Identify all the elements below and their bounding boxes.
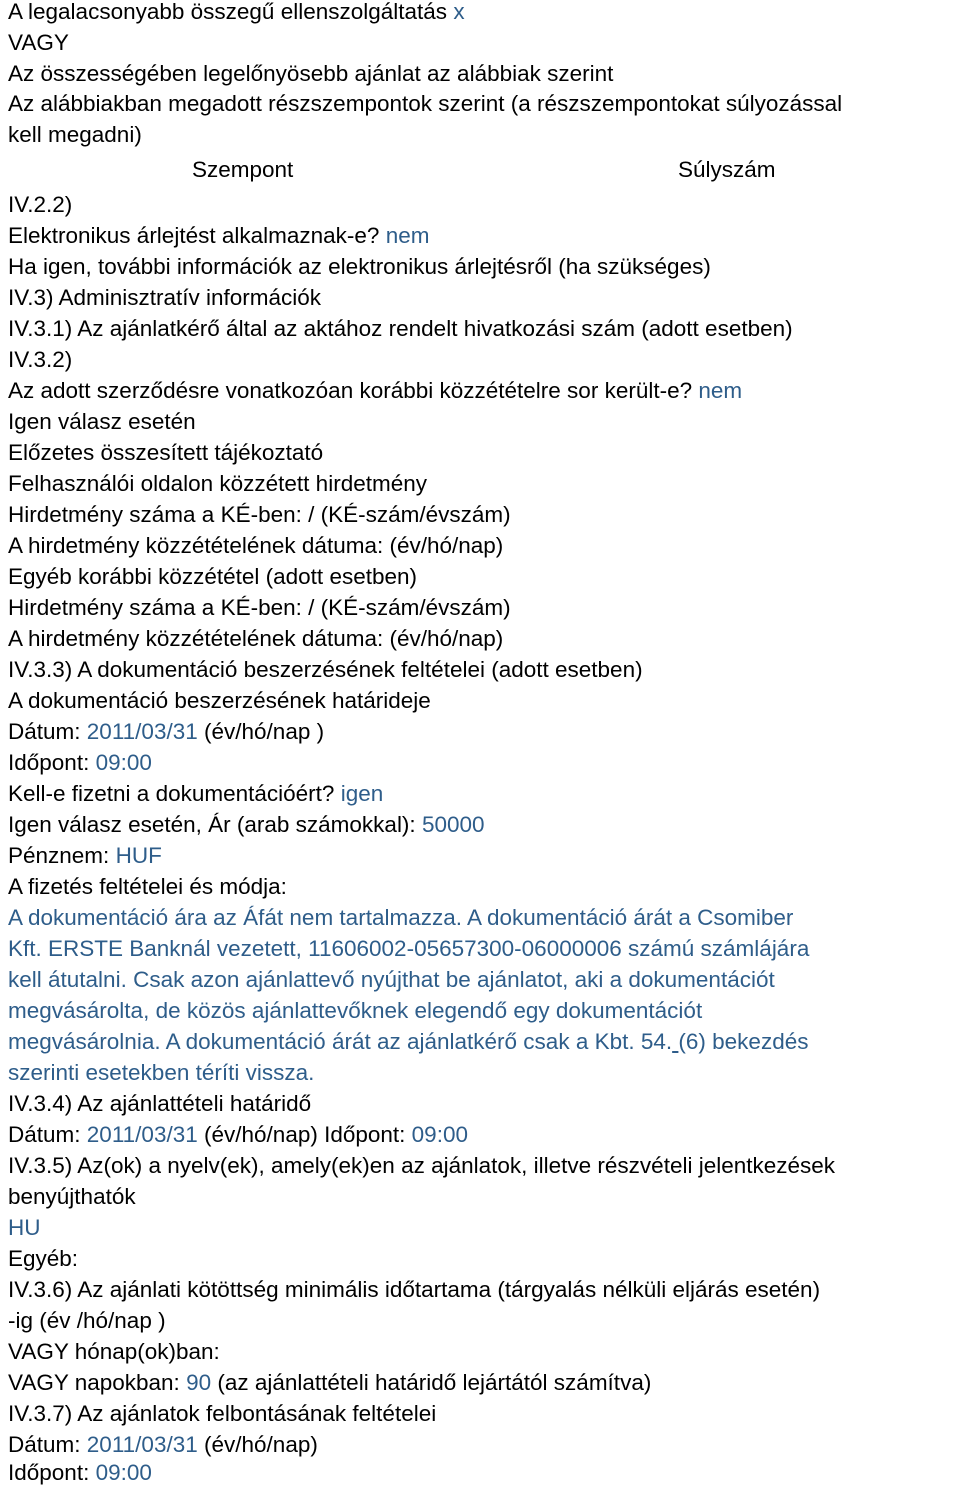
payment-terms-text-3: kell átutalni. Csak azon ajánlattevő nyújthat be ajánlatot, aki a dokumentációt <box>8 967 775 992</box>
line-days <box>8 1369 651 1397</box>
line-doc-date <box>8 718 324 746</box>
line-subcriteria: Az alábbiakban megadott részszempontok szerint (a részszempontokat súlyozással <box>8 91 843 116</box>
payment-terms-text-5b: (6) bekezdés <box>678 1029 809 1054</box>
section-iv31: IV.3.1) Az ajánlatkérő által az aktához rendelt hivatkozási szám (adott esetben) <box>8 316 793 341</box>
line-buyer-profile-notice: Felhasználói oldalon közzétett hirdetmény <box>8 471 427 496</box>
lowest-price-label: A legalacsonyabb összegű ellenszolgáltatás <box>8 0 448 24</box>
payment-terms-text-5a: megvásárolnia. A dokumentáció árát az ajánlatkérő csak a Kbt. 54. <box>8 1029 673 1054</box>
currency-label: Pénznem: <box>8 843 110 868</box>
doc-fee-label: Kell-e fizetni a dokumentációért? <box>8 781 335 806</box>
payment-terms-text-4: megvásárolta, de közös ajánlattevőknek elegendő egy dokumentációt <box>8 998 703 1023</box>
doc-fee-value: igen <box>340 781 384 806</box>
section-iv33: IV.3.3) A dokumentáció beszerzésének feltételei (adott esetben) <box>8 657 643 682</box>
time-label: Időpont: <box>8 1460 90 1485</box>
payment-terms-text-5 <box>8 1028 808 1056</box>
date-label: Dátum: <box>8 1432 81 1457</box>
line-e-auction-info: Ha igen, további információk az elektronikus árlejtésről (ha szükséges) <box>8 254 711 279</box>
line-prior-publication <box>8 377 742 405</box>
line-other-publication: Egyéb korábbi közzététel (adott esetben) <box>8 564 417 589</box>
line-notice-date-2: A hirdetmény közzétételének dátuma: (év/hó/nap) <box>8 626 504 651</box>
weight-column-header: Súlyszám <box>678 157 776 182</box>
line-notice-number-2: Hirdetmény száma a KÉ-ben: / (KÉ-szám/évszám) <box>8 595 511 620</box>
criteria-column-header: Szempont <box>192 157 294 182</box>
date-format: (év/hó/nap ) <box>204 719 325 744</box>
prior-publication-value: nem <box>698 378 743 403</box>
section-iv32: IV.3.2) <box>8 347 73 372</box>
currency-value: HUF <box>115 843 162 868</box>
line-lowest-price <box>8 0 465 26</box>
line-doc-fee <box>8 780 383 808</box>
line-best-offer: Az összességében legelőnyösebb ajánlat az alábbiak szerint <box>8 61 614 86</box>
date-label: Dátum: <box>8 719 81 744</box>
line-prior-info-notice: Előzetes összesített tájékoztató <box>8 440 324 465</box>
line-months: VAGY hónap(ok)ban: <box>8 1339 220 1364</box>
line-subcriteria-cont: kell megadni) <box>8 122 142 147</box>
section-iv35: IV.3.5) Az(ok) a nyelv(ek), amely(ek)en az ajánlatok, illetve részvételi jelentkezések <box>8 1153 836 1178</box>
line-doc-time <box>8 749 152 777</box>
line-e-auction <box>8 222 429 250</box>
payment-terms-text-6: szerinti esetekben téríti vissza. <box>8 1060 315 1085</box>
e-auction-label: Elektronikus árlejtést alkalmaznak-e? <box>8 223 380 248</box>
line-notice-date-1: A hirdetmény közzétételének dátuma: (év/hó/nap) <box>8 533 504 558</box>
line-other-language: Egyéb: <box>8 1246 79 1271</box>
language-value: HU <box>8 1215 41 1240</box>
time-label: Időpont: <box>8 750 90 775</box>
line-if-yes: Igen válasz esetén <box>8 409 196 434</box>
line-opening-date <box>8 1431 318 1459</box>
doc-time-value: 09:00 <box>95 750 152 775</box>
line-payment-terms: A fizetés feltételei és módja: <box>8 874 287 899</box>
line-currency <box>8 842 162 870</box>
payment-terms-text-1: A dokumentáció ára az Áfát nem tartalmazza. A dokumentáció árát a Csomiber <box>8 905 794 930</box>
date-format-time-label: (év/hó/nap) Időpont: <box>204 1122 406 1147</box>
line-doc-price <box>8 811 485 839</box>
section-iv35-cont: benyújthatók <box>8 1184 136 1209</box>
days-note: (az ajánlattételi határidő lejártától számítva) <box>217 1370 652 1395</box>
date-format: (év/hó/nap) <box>204 1432 318 1457</box>
section-iv36: IV.3.6) Az ajánlati kötöttség minimális időtartama (tárgyalás nélküli eljárás esetén) <box>8 1277 821 1302</box>
line-opening-time <box>8 1459 152 1487</box>
line-or-1: VAGY <box>8 30 69 55</box>
section-iv34: IV.3.4) Az ajánlattételi határidő <box>8 1091 312 1116</box>
doc-price-value: 50000 <box>421 812 485 837</box>
section-iv3: IV.3) Adminisztratív információk <box>8 285 322 310</box>
offer-time-value: 09:00 <box>411 1122 468 1147</box>
line-offer-deadline <box>8 1121 468 1149</box>
line-until-date: -ig (év /hó/nap ) <box>8 1308 166 1333</box>
date-label: Dátum: <box>8 1122 81 1147</box>
selected-mark: x <box>453 0 465 24</box>
section-iv37: IV.3.7) Az ajánlatok felbontásának feltételei <box>8 1401 437 1426</box>
line-notice-number-1: Hirdetmény száma a KÉ-ben: / (KÉ-szám/évszám) <box>8 502 511 527</box>
payment-terms-text-2: Kft. ERSTE Banknál vezetett, 11606002-05657300-06000006 számú számlájára <box>8 936 810 961</box>
prior-publication-label: Az adott szerződésre vonatkozóan korábbi közzétételre sor került-e? <box>8 378 693 403</box>
opening-date-value: 2011/03/31 <box>86 1432 198 1457</box>
opening-time-value: 09:00 <box>95 1460 152 1485</box>
section-iv22: IV.2.2) <box>8 192 73 217</box>
days-label: VAGY napokban: <box>8 1370 180 1395</box>
e-auction-value: nem <box>385 223 430 248</box>
doc-price-label: Igen válasz esetén, Ár (arab számokkal): <box>8 812 416 837</box>
doc-date-value: 2011/03/31 <box>86 719 198 744</box>
offer-date-value: 2011/03/31 <box>86 1122 198 1147</box>
line-doc-deadline: A dokumentáció beszerzésének határideje <box>8 688 431 713</box>
days-value: 90 <box>186 1370 212 1395</box>
